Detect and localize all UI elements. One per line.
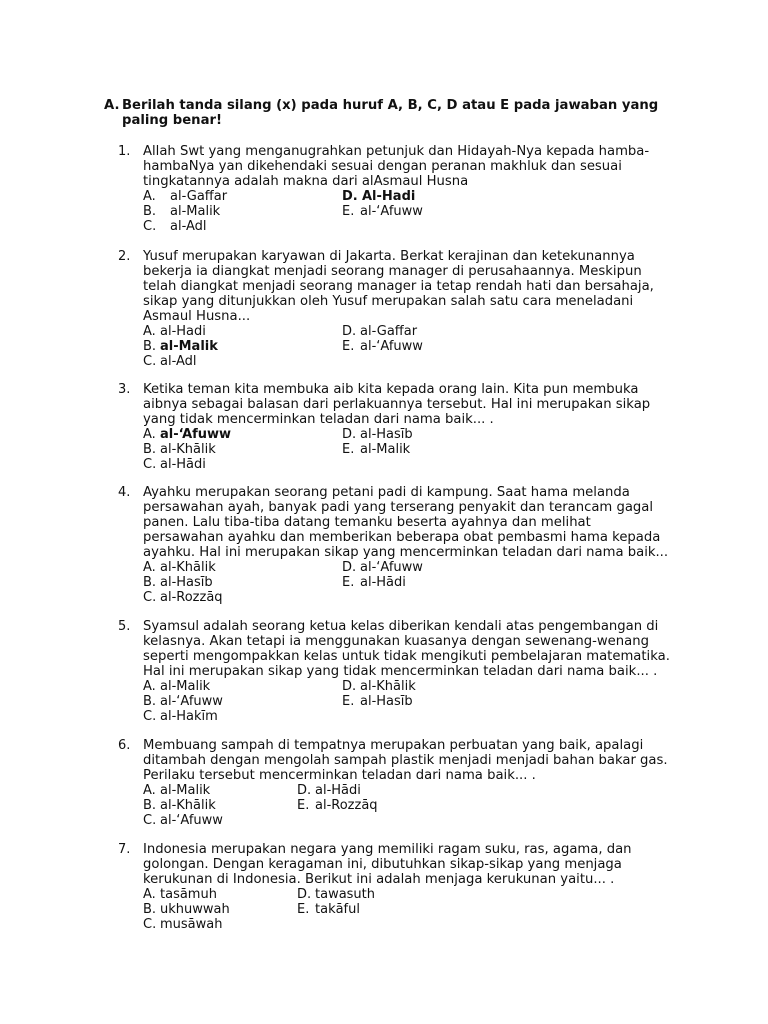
question-text <box>143 738 698 783</box>
option-d[interactable]: D. al-Hasīb <box>342 427 413 442</box>
question-line: sikap yang ditunjukkan oleh Yusuf merupakan salah satu cara meneladani <box>143 294 634 309</box>
option-b[interactable]: B. ukhuwwah <box>143 902 230 917</box>
section-instruction <box>104 98 704 128</box>
question-line: persawahan ayah, banyak padi yang terserang penyakit dan terancam gagal <box>143 500 654 515</box>
question-line: Ayahku merupakan seorang petani padi di kampung. Saat hama melanda <box>143 485 630 500</box>
question-number: 2. <box>118 249 131 264</box>
option-b[interactable]: B. al-Malik <box>143 204 221 219</box>
question-line: Syamsul adalah seorang ketua kelas diberikan kendali atas pengembangan di <box>143 619 659 634</box>
answer-options <box>143 560 698 605</box>
option-e[interactable]: E. al-Rozzāq <box>297 798 378 813</box>
question-4 <box>118 485 698 605</box>
answer-options <box>143 189 698 234</box>
option-a[interactable]: A. al-Malik <box>143 679 211 694</box>
question-line: panen. Lalu tiba-tiba datang temanku beserta ayahnya dan melihat <box>143 515 591 530</box>
question-5 <box>118 619 698 724</box>
option-d-answer[interactable]: D. Al-Hadi <box>342 189 416 204</box>
question-text <box>143 382 698 427</box>
answer-options <box>143 427 698 472</box>
question-1 <box>118 144 698 234</box>
option-e[interactable]: E. takāful <box>297 902 360 917</box>
option-b-answer[interactable]: B. al-Malik <box>143 339 218 354</box>
option-d[interactable]: D. al-Hādi <box>297 783 361 798</box>
instruction-line-1: Berilah tanda silang (x) pada huruf A, B, C, D atau E pada jawaban yang <box>122 98 659 113</box>
question-line: tingkatannya adalah makna dari alAsmaul Husna <box>143 174 469 189</box>
question-line: Hal ini merupakan sikap yang tidak mencerminkan teladan dari nama baik... . <box>143 664 658 679</box>
question-number: 7. <box>118 842 131 857</box>
question-number: 5. <box>118 619 131 634</box>
question-line: Ketika teman kita membuka aib kita kepada orang lain. Kita pun membuka <box>143 382 639 397</box>
option-d[interactable]: D. al-‘Afuww <box>342 560 423 575</box>
question-text <box>143 485 698 560</box>
option-e[interactable]: E. al-Hādi <box>342 575 406 590</box>
question-line: ditambah dengan mengolah sampah plastik menjadi menjadi bahan bakar gas. <box>143 753 668 768</box>
question-line: aibnya sebagai balasan dari perlakuannya tersebut. Hal ini merupakan sikap <box>143 397 651 412</box>
question-number: 1. <box>118 144 131 159</box>
option-c[interactable]: C. musāwah <box>143 917 223 932</box>
question-number: 6. <box>118 738 131 753</box>
question-text <box>143 842 698 887</box>
option-e[interactable]: E. al-‘Afuww <box>342 339 423 354</box>
option-b[interactable]: B. al-‘Afuww <box>143 694 223 709</box>
question-number: 4. <box>118 485 131 500</box>
option-b[interactable]: B. al-Khālik <box>143 798 216 813</box>
option-a[interactable]: A. al-Hadi <box>143 324 206 339</box>
question-line: telah diangkat menjadi seorang manager ia tetap rendah hati dan bersahaja, <box>143 279 654 294</box>
answer-options <box>143 324 698 369</box>
option-b[interactable]: B. al-Hasīb <box>143 575 213 590</box>
option-c[interactable]: C. al-Rozzāq <box>143 590 223 605</box>
option-a[interactable]: A. al-Malik <box>143 783 211 798</box>
question-line: kerukunan di Indonesia. Berikut ini adalah menjaga kerukunan yaitu... . <box>143 872 615 887</box>
question-line: Asmaul Husna... <box>143 309 251 324</box>
option-c[interactable]: C. al-Adl <box>143 354 197 369</box>
question-line: yang tidak mencerminkan teladan dari nama baik... . <box>143 412 494 427</box>
option-c[interactable]: C. al-Adl <box>143 219 207 234</box>
option-a[interactable]: A. tasāmuh <box>143 887 217 902</box>
answer-options <box>143 783 698 828</box>
option-a-answer[interactable]: A. al-‘Afuww <box>143 427 232 442</box>
option-c[interactable]: C. al-‘Afuww <box>143 813 223 828</box>
question-7 <box>118 842 698 932</box>
question-line: seperti mengompakkan kelas untuk tidak mengikuti pembelajaran matematika. <box>143 649 670 664</box>
option-e[interactable]: E. al-‘Afuww <box>342 204 423 219</box>
option-d[interactable]: D. al-Gaffar <box>342 324 418 339</box>
question-line: bekerja ia diangkat menjadi seorang manager di perusahaannya. Meskipun <box>143 264 642 279</box>
option-d[interactable]: D. tawasuth <box>297 887 376 902</box>
option-c[interactable]: C. al-Hādi <box>143 457 206 472</box>
question-text <box>143 144 698 189</box>
option-e[interactable]: E. al-Hasīb <box>342 694 413 709</box>
question-line: Indonesia merupakan negara yang memiliki ragam suku, ras, agama, dan <box>143 842 632 857</box>
question-line: Yusuf merupakan karyawan di Jakarta. Berkat kerajinan dan ketekunannya <box>143 249 635 264</box>
answer-options <box>143 679 698 724</box>
question-line: Allah Swt yang menganugrahkan petunjuk dan Hidayah-Nya kepada hamba- <box>143 144 650 159</box>
question-line: Membuang sampah di tempatnya merupakan perbuatan yang baik, apalagi <box>143 738 644 753</box>
question-text <box>143 249 698 324</box>
option-e[interactable]: E. al-Malik <box>342 442 411 457</box>
question-line: kelasnya. Akan tetapi ia menggunakan kuasanya dengan sewenang-wenang <box>143 634 649 649</box>
question-3 <box>118 382 698 472</box>
question-line: golongan. Dengan keragaman ini, dibutuhkan sikap-sikap yang menjaga <box>143 857 622 872</box>
question-number: 3. <box>118 382 131 397</box>
question-line: hambaNya yan dikehendaki sesuai dengan peranan makhluk dan sesuai <box>143 159 622 174</box>
question-line: ayahku. Hal ini merupakan sikap yang mencerminkan teladan dari nama baik... <box>143 545 669 560</box>
question-2 <box>118 249 698 369</box>
option-a[interactable]: A. al-Gaffar <box>143 189 228 204</box>
question-line: Perilaku tersebut mencerminkan teladan dari nama baik... . <box>143 768 536 783</box>
option-d[interactable]: D. al-Khālik <box>342 679 416 694</box>
question-text <box>143 619 698 679</box>
instruction-line-2: paling benar! <box>122 113 222 128</box>
question-6 <box>118 738 698 828</box>
question-line: persawahan ayahku dan memberikan beberapa obat pembasmi hama kepada <box>143 530 661 545</box>
section-letter: A. <box>104 98 120 113</box>
option-c[interactable]: C. al-Hakīm <box>143 709 218 724</box>
option-a[interactable]: A. al-Khālik <box>143 560 216 575</box>
answer-options <box>143 887 698 932</box>
option-b[interactable]: B. al-Khālik <box>143 442 216 457</box>
